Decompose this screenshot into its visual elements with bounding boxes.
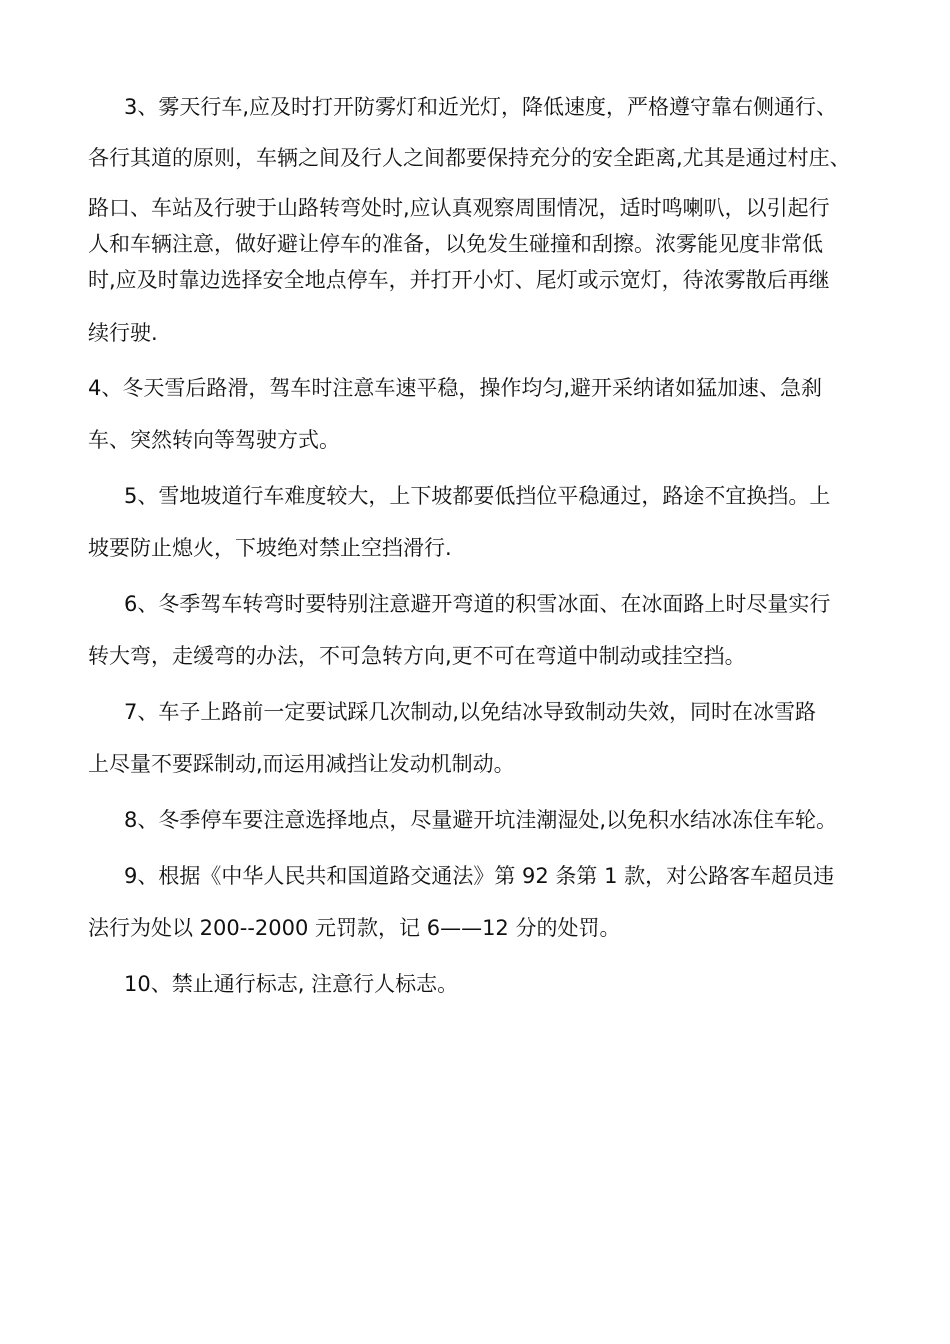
paragraph-3-line-2: 各行其道的原则，车辆之间及行人之间都要保持充分的安全距离,尤其是通过村庄、 bbox=[88, 146, 851, 170]
paragraph-6-line-1: 6、冬季驾车转弯时要特别注意避开弯道的积雪冰面、在冰面路上时尽量实行 bbox=[124, 592, 831, 616]
paragraph-7-line-1: 7、车子上路前一定要试踩几次制动,以免结冰导致制动失效，同时在冰雪路 bbox=[124, 700, 817, 724]
paragraph-7-line-2: 上尽量不要踩制动,而运用减挡让发动机制动。 bbox=[88, 752, 515, 776]
paragraph-5-line-2: 坡要防止熄火，下坡绝对禁止空挡滑行. bbox=[88, 536, 452, 560]
paragraph-9-line-2: 法行为处以 200--2000 元罚款，记 6——12 分的处罚。 bbox=[88, 916, 621, 940]
paragraph-3-line-5: 时,应及时靠边选择安全地点停车，并打开小灯、尾灯或示宽灯，待浓雾散后再继 bbox=[88, 268, 830, 292]
paragraph-3-line-4: 人和车辆注意，做好避让停车的准备，以免发生碰撞和刮擦。浓雾能见度非常低 bbox=[88, 232, 823, 256]
paragraph-3-line-6: 续行驶. bbox=[88, 321, 158, 345]
paragraph-9-line-1: 9、根据《中华人民共和国道路交通法》第 92 条第 1 款，对公路客车超员违 bbox=[124, 864, 835, 888]
paragraph-5-line-1: 5、雪地坡道行车难度较大，上下坡都要低挡位平稳通过，路途不宜换挡。上 bbox=[124, 484, 831, 508]
paragraph-3-line-1: 3、雾天行车,应及时打开防雾灯和近光灯，降低速度，严格遵守靠右侧通行、 bbox=[124, 95, 838, 119]
paragraph-4-line-1: 4、冬天雪后路滑，驾车时注意车速平稳，操作均匀,避开采纳诸如猛加速、急刹 bbox=[88, 376, 823, 400]
paragraph-8-line-1: 8、冬季停车要注意选择地点，尽量避开坑洼潮湿处,以免积水结冰冻住车轮。 bbox=[124, 808, 838, 832]
paragraph-10-line-1: 10、禁止通行标志, 注意行人标志。 bbox=[124, 972, 459, 996]
paragraph-3-line-3: 路口、车站及行驶于山路转弯处时,应认真观察周围情况，适时鸣喇叭，以引起行 bbox=[88, 196, 830, 220]
paragraph-6-line-2: 转大弯，走缓弯的办法，不可急转方向,更不可在弯道中制动或挂空挡。 bbox=[88, 644, 746, 668]
paragraph-4-line-2: 车、突然转向等驾驶方式。 bbox=[88, 428, 340, 452]
